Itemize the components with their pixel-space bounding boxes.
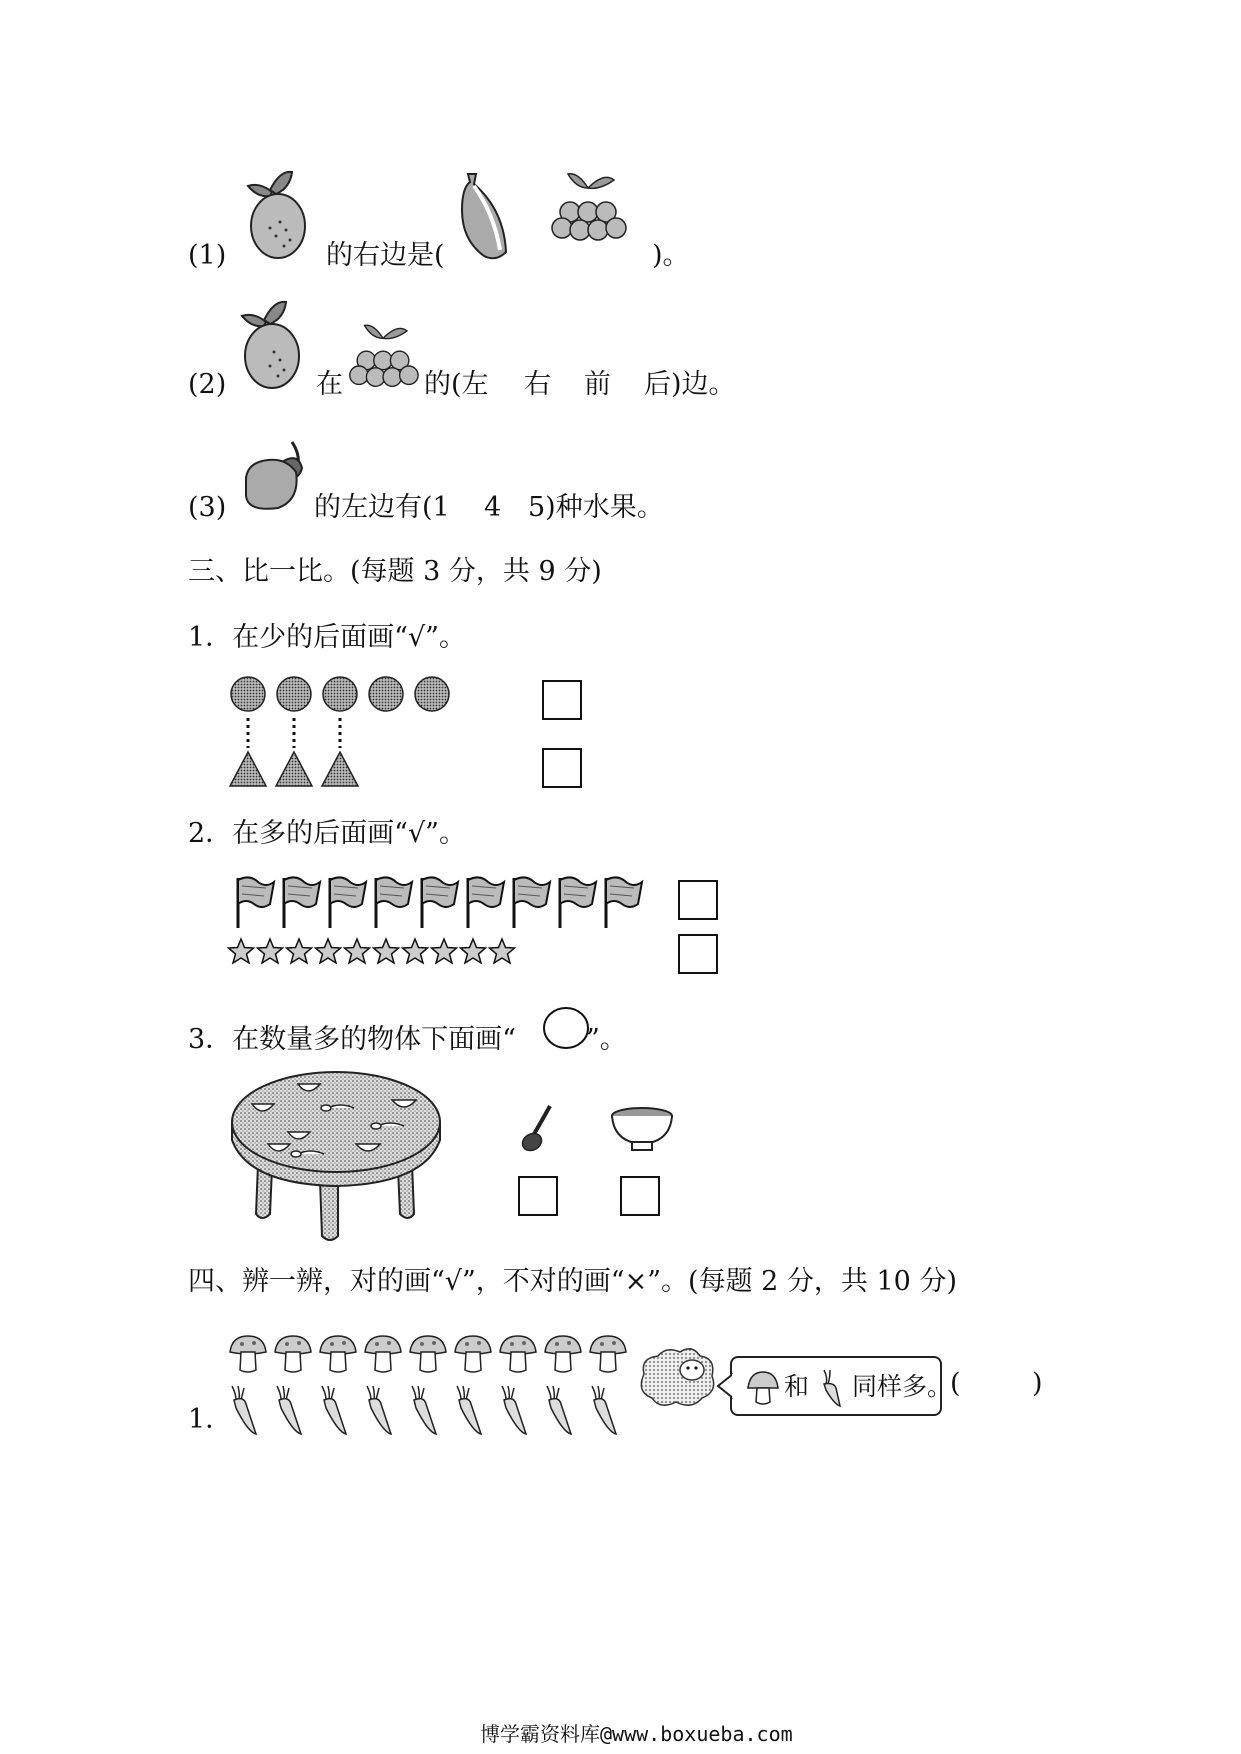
star-shape bbox=[287, 939, 312, 963]
answer-box-circles[interactable] bbox=[542, 680, 582, 720]
mushroom-shape bbox=[500, 1336, 536, 1372]
bowl-icon bbox=[610, 1106, 674, 1154]
pear-icon bbox=[234, 292, 314, 392]
answer-box-triangles[interactable] bbox=[542, 748, 582, 788]
star-shape bbox=[316, 939, 341, 963]
cherries-icon bbox=[346, 318, 420, 390]
q2-mid: 在 bbox=[316, 369, 343, 400]
triangle-shape bbox=[322, 752, 358, 786]
circle-shape bbox=[323, 677, 357, 711]
flag-shape bbox=[376, 877, 412, 928]
star-shape bbox=[403, 939, 428, 963]
circle-shape bbox=[369, 677, 403, 711]
circles-row bbox=[228, 674, 458, 714]
carrot-shape bbox=[547, 1386, 571, 1434]
star-shape bbox=[374, 939, 399, 963]
eggplant-icon bbox=[238, 438, 308, 514]
carrot-shape bbox=[457, 1386, 481, 1434]
stars-row bbox=[228, 938, 558, 972]
s3-q2-text: 2．在多的后面画“√”。 bbox=[188, 818, 466, 849]
circle-shape bbox=[277, 677, 311, 711]
answer-box-spoon[interactable] bbox=[518, 1176, 558, 1216]
circle-shape bbox=[415, 677, 449, 711]
mushroom-icon bbox=[746, 1370, 780, 1406]
flag-shape bbox=[606, 877, 642, 928]
carrot-shape bbox=[367, 1386, 391, 1434]
q3-text: 的左边有(1 bbox=[314, 492, 450, 523]
carrot-shape bbox=[412, 1386, 436, 1434]
triangle-shape bbox=[230, 752, 266, 786]
flags-row bbox=[234, 874, 654, 930]
carrot-shape bbox=[502, 1386, 526, 1434]
s3-q3-text-a: 3．在数量多的物体下面画“ bbox=[188, 1024, 516, 1055]
s4-q1-paren-close: ) bbox=[1032, 1368, 1043, 1399]
footer-watermark: 博学霸资料库@www.boxueba.com bbox=[480, 1722, 793, 1746]
flag-shape bbox=[514, 877, 550, 928]
star-shape bbox=[432, 939, 457, 963]
mushroom-shape bbox=[545, 1336, 581, 1372]
flag-shape bbox=[422, 877, 458, 928]
mushroom-shape bbox=[365, 1336, 401, 1372]
q1-text-a: 的右边是( bbox=[326, 240, 445, 271]
cherries-icon bbox=[548, 166, 628, 244]
q3-option-4: 4 bbox=[484, 492, 502, 523]
answer-box-flags[interactable] bbox=[678, 880, 718, 920]
mushroom-shape bbox=[410, 1336, 446, 1372]
carrot-icon bbox=[818, 1368, 846, 1408]
bubble-same-text: 同样多。 bbox=[852, 1372, 953, 1401]
q2-option-left: 的(左 bbox=[424, 369, 489, 400]
answer-box-bowl[interactable] bbox=[620, 1176, 660, 1216]
carrot-shape bbox=[277, 1386, 301, 1434]
q1-number: (1) bbox=[188, 240, 227, 271]
section4-title: 四、辨一辨，对的画“√”，不对的画“×”。(每题 2 分，共 10 分) bbox=[188, 1266, 957, 1297]
q2-number: (2) bbox=[188, 369, 227, 400]
flag-shape bbox=[468, 877, 504, 928]
mushroom-shape bbox=[590, 1336, 626, 1372]
flag-shape bbox=[238, 877, 274, 928]
dotted-connectors bbox=[228, 716, 458, 750]
flag-shape bbox=[330, 877, 366, 928]
flag-shape bbox=[284, 877, 320, 928]
mushroom-shape bbox=[455, 1336, 491, 1372]
star-shape bbox=[490, 939, 515, 963]
q2-option-back: 后)边。 bbox=[644, 369, 736, 400]
table-illustration bbox=[228, 1064, 444, 1244]
carrots-row bbox=[228, 1384, 628, 1440]
section3-title: 三、比一比。(每题 3 分，共 9 分) bbox=[188, 556, 602, 587]
speech-bubble bbox=[730, 1356, 953, 1416]
star-shape bbox=[258, 939, 283, 963]
s4-q1-number: 1． bbox=[188, 1404, 233, 1435]
circle-shape bbox=[231, 677, 265, 711]
star-shape bbox=[461, 939, 486, 963]
q1-text-b: )。 bbox=[652, 240, 690, 271]
flag-shape bbox=[560, 877, 596, 928]
mushroom-shape bbox=[275, 1336, 311, 1372]
q3-number: (3) bbox=[188, 492, 227, 523]
mushroom-shape bbox=[320, 1336, 356, 1372]
mushroom-shape bbox=[230, 1336, 266, 1372]
q3-option-5: 5)种水果。 bbox=[528, 492, 664, 523]
s3-q1-text: 1．在少的后面画“√”。 bbox=[188, 622, 466, 653]
banana-icon bbox=[456, 170, 516, 262]
star-shape bbox=[229, 939, 254, 963]
s4-q1-answer-slot[interactable] bbox=[968, 1366, 1032, 1400]
triangles-row bbox=[228, 748, 388, 788]
carrot-shape bbox=[592, 1386, 616, 1434]
pear-icon bbox=[240, 162, 320, 262]
answer-box-stars[interactable] bbox=[678, 934, 718, 974]
q2-option-right: 右 bbox=[524, 369, 551, 400]
q2-option-front: 前 bbox=[584, 369, 611, 400]
s4-q1-paren-open: ( bbox=[950, 1368, 961, 1399]
mushrooms-row bbox=[228, 1332, 628, 1376]
triangle-shape bbox=[276, 752, 312, 786]
carrot-shape bbox=[232, 1386, 256, 1434]
spoon-icon bbox=[520, 1104, 556, 1154]
sheep-icon bbox=[636, 1344, 718, 1410]
carrot-shape bbox=[322, 1386, 346, 1434]
star-shape bbox=[345, 939, 370, 963]
s3-q3-text-b: ”。 bbox=[586, 1024, 627, 1055]
bubble-and-text: 和 bbox=[784, 1372, 810, 1401]
